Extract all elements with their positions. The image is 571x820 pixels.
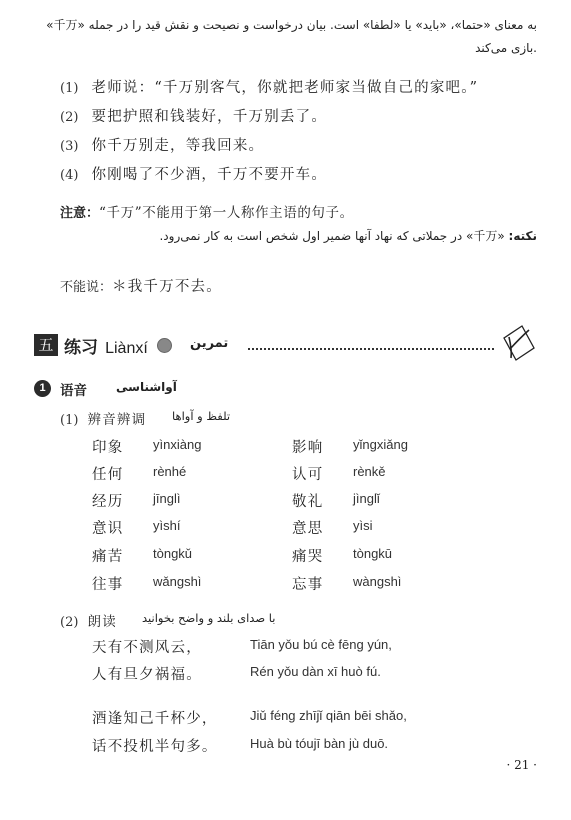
proverb-pinyin: Tiān yǒu bú cè fēng yún,: [250, 637, 392, 652]
note-persian-label: نکته:: [508, 229, 537, 243]
note-text: “千万”不能用于第一人称作主语的句子。: [99, 205, 354, 221]
example-number: (4): [60, 168, 79, 183]
proverb-cn: 人有旦夕祸福。: [92, 667, 202, 683]
subsection-1-persian: تلفظ و آواها: [172, 409, 231, 423]
word-cn: 认可: [292, 467, 324, 483]
phonetics-number: 1: [34, 380, 51, 397]
section-title: [64, 333, 148, 358]
example-text: 你刚喝了不少酒，千万不要开车。: [91, 167, 328, 183]
word-cn: 任何: [92, 467, 124, 483]
subsection-2-header: [60, 610, 117, 630]
word-pinyin: yìsi: [353, 518, 373, 533]
proverb-pinyin: Huà bù tóujī bàn jù duō.: [250, 736, 389, 751]
section-number-box: 五: [34, 334, 58, 356]
wrong-text: ＊我千万不去。: [112, 279, 222, 295]
phonetics-title-cn: 语音: [60, 383, 87, 399]
word-cn: 经历: [92, 494, 124, 510]
subsection-title-cn: 朗读: [87, 614, 117, 630]
note-label: 注意：: [60, 206, 100, 221]
word-pinyin: yìshí: [153, 518, 181, 533]
section-title-pinyin: Liànxí: [105, 340, 148, 357]
phonetics-title-persian: آواشناسی: [116, 380, 177, 394]
example-number: (1): [60, 81, 79, 96]
word-pinyin: rènkě: [353, 464, 386, 479]
word-pinyin: wàngshì: [353, 574, 402, 589]
dotted-rule: [248, 348, 494, 350]
word-pinyin: tòngkū: [353, 546, 393, 561]
subsection-1-header: [60, 408, 146, 428]
note-persian: [159, 227, 537, 244]
word-pinyin: jìnglǐ: [353, 491, 380, 506]
example-text: 要把护照和钱装好，千万别丢了。: [91, 109, 328, 125]
word-cn: 往事: [92, 577, 124, 593]
section-title-persian: تمرین: [190, 336, 229, 351]
word-cn: 痛苦: [92, 549, 124, 565]
note-persian-text: «千万» در جملاتی که نهاد آنها ضمیر اول شخص است به کار نمی‌رود.: [159, 229, 505, 243]
word-cn: 影响: [292, 440, 324, 456]
wrong-usage: [60, 275, 222, 296]
subsection-2-persian: با صدای بلند و واضح بخوانید: [142, 611, 276, 625]
word-cn: 敬礼: [292, 494, 324, 510]
example-4: [60, 163, 327, 184]
wrong-label: 不能说：: [60, 280, 113, 295]
word-pinyin: wǎngshì: [153, 574, 202, 589]
example-number: (3): [60, 139, 79, 154]
proverb-cn: 天有不测风云，: [92, 640, 202, 656]
example-1: [60, 76, 478, 97]
word-cn: 忘事: [292, 577, 324, 593]
page-number: · 21 ·: [506, 758, 537, 772]
check-box-icon: [500, 324, 536, 366]
word-cn: 意思: [292, 521, 324, 537]
word-pinyin: yìnxiàng: [153, 437, 202, 452]
word-pinyin: tòngkǔ: [153, 546, 193, 561]
subsection-number: (1): [60, 413, 79, 428]
example-number: (2): [60, 110, 79, 125]
proverb-pinyin: Rén yǒu dàn xī huò fú.: [250, 664, 381, 679]
word-pinyin: jīnglì: [153, 491, 181, 506]
example-2: [60, 105, 327, 126]
subsection-title-cn: 辨音辨调: [87, 412, 147, 428]
proverb-cn: 话不投机半句多。: [92, 739, 218, 755]
subsection-number: (2): [60, 615, 79, 630]
word-cn: 痛哭: [292, 549, 324, 565]
note-line: [60, 201, 354, 221]
word-cn: 意识: [92, 521, 124, 537]
proverb-cn: 酒逢知己千杯少，: [92, 711, 218, 727]
example-3: [60, 134, 264, 155]
example-text: 你千万别走，等我回来。: [91, 138, 265, 154]
section-title-cn: 练习: [64, 338, 98, 358]
intro-paragraph: «千万» به معنای «حتما»، «باید» یا «لطفا» است. بیان درخواست و نصیحت و نقش قید را در جمله بازی می‌کند.: [46, 18, 537, 55]
example-text: 老师说：“千万别客气，你就把老师家当做自己的家吧。”: [91, 80, 479, 96]
grey-circle-icon: [157, 338, 172, 353]
word-cn: 印象: [92, 440, 124, 456]
word-pinyin: yǐngxiǎng: [353, 437, 408, 452]
proverb-pinyin: Jiǔ féng zhījǐ qiān bēi shǎo,: [250, 708, 407, 723]
word-pinyin: rènhé: [153, 464, 187, 479]
